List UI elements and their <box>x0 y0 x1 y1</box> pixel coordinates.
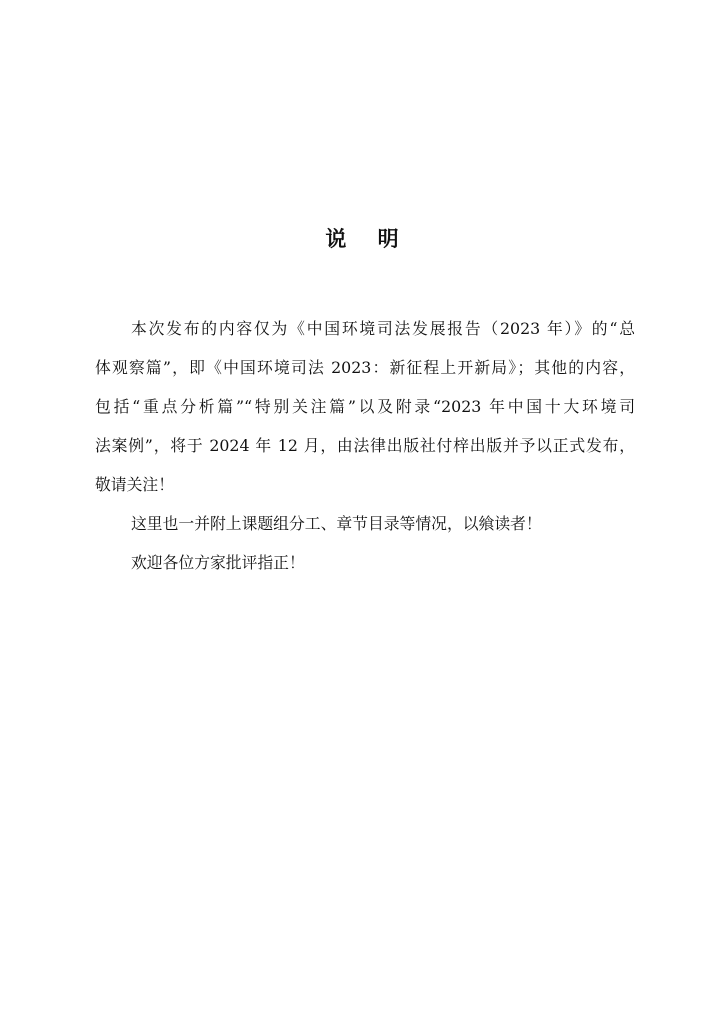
attachment-note-line: 这里也一并附上课题组分工、章节目录等情况，以飨读者！ <box>131 514 542 533</box>
closing-paragraph <box>95 543 635 582</box>
intro-line-2: 体观察篇”，即《中国环境司法 2023：新征程上开新局》；其他的内容， <box>95 358 635 377</box>
intro-line-3: 包括“重点分析篇”“特别关注篇”以及附录“2023 年中国十大环境司 <box>95 397 635 416</box>
closing-line: 欢迎各位方家批评指正！ <box>131 553 305 572</box>
document-body <box>95 309 635 582</box>
intro-paragraph <box>95 309 635 504</box>
attachment-note-paragraph <box>95 504 635 543</box>
page-title: 说 明 <box>325 227 411 251</box>
intro-line-1: 本次发布的内容仅为《中国环境司法发展报告（2023 年）》的“总 <box>131 319 635 338</box>
intro-line-4: 法案例”，将于 2024 年 12 月，由法律出版社付梓出版并予以正式发布， <box>95 436 635 455</box>
intro-line-5: 敬请关注！ <box>95 475 174 494</box>
